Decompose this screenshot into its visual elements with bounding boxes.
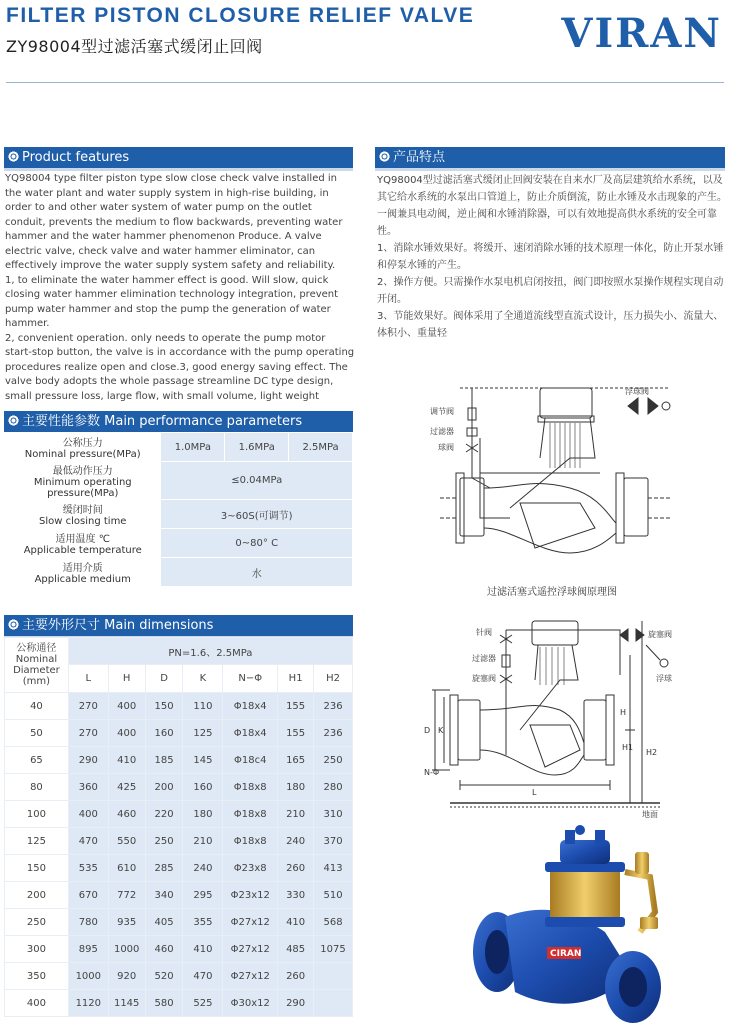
column-header: D (145, 665, 183, 693)
dimension-cell: 670 (68, 882, 108, 909)
dimension-cell: 355 (183, 909, 223, 936)
dimension-cell: Φ27x12 (223, 963, 278, 990)
dimension-cell: 220 (145, 801, 183, 828)
dimension-cell: Φ23x12 (223, 882, 278, 909)
dimension-cell: 510 (314, 882, 353, 909)
dimension-cell: 310 (314, 801, 353, 828)
dimension-cell: Φ18x8 (223, 828, 278, 855)
dimension-cell: 580 (145, 990, 183, 1017)
bullet-icon (379, 151, 390, 162)
dimensions-heading: 主要外形尺寸 Main dimensions (4, 615, 353, 636)
dimension-cell: 236 (314, 693, 353, 720)
size-cell: 50 (5, 720, 69, 747)
table-row (5, 720, 353, 747)
param-value: 0~80° C (161, 529, 353, 558)
valve-schematic-diagram (420, 378, 690, 578)
dimension-cell: 425 (108, 774, 145, 801)
dimension-cell: 180 (278, 774, 314, 801)
dimension-cell: Φ30x12 (223, 990, 278, 1017)
dimension-cell: 210 (278, 801, 314, 828)
dimension-cell: 240 (183, 855, 223, 882)
dimension-cell: 155 (278, 693, 314, 720)
table-row (5, 963, 353, 990)
dimension-cell: 330 (278, 882, 314, 909)
label-float: 浮球 (656, 674, 672, 683)
dimension-cell: 240 (278, 828, 314, 855)
dimension-cell: 340 (145, 882, 183, 909)
param-label: 缓闭时间 Slow closing time (5, 500, 161, 529)
dimension-cell: Φ23x8 (223, 855, 278, 882)
dimension-cell: 270 (68, 693, 108, 720)
features-en-heading: Product features (4, 147, 353, 168)
param-label: 适用介质 Applicable medium (5, 558, 161, 587)
table-row (5, 558, 353, 587)
dimension-cell: 236 (314, 720, 353, 747)
size-header: 公称通径 Nominal Diameter (mm) (5, 638, 69, 693)
label-float-valve: 浮球阀 (625, 387, 649, 396)
table-row (5, 774, 353, 801)
table-row (5, 500, 353, 529)
dimension-cell: 290 (68, 747, 108, 774)
param-label: 最低动作压力 Minimum operating pressure(MPa) (5, 462, 161, 500)
dimension-cell: Φ18x4 (223, 693, 278, 720)
dimension-cell: 410 (183, 936, 223, 963)
dimension-cell: 270 (68, 720, 108, 747)
column-header: L (68, 665, 108, 693)
dim-label-k: K (438, 726, 444, 735)
dimension-cell: Φ18c4 (223, 747, 278, 774)
header-divider (6, 82, 724, 83)
table-row (5, 936, 353, 963)
column-header: H (108, 665, 145, 693)
dimension-cell: 520 (145, 963, 183, 990)
performance-table (4, 432, 353, 587)
dim-label-n: N-Φ (424, 768, 440, 777)
dimensions-table (4, 637, 353, 1017)
table-row (5, 529, 353, 558)
dimension-cell: 470 (183, 963, 223, 990)
diagram1-caption: 过滤活塞式遥控浮球阀原理图 (487, 587, 617, 598)
dimension-cell: 160 (183, 774, 223, 801)
dimension-cell: 413 (314, 855, 353, 882)
size-cell: 80 (5, 774, 69, 801)
dimension-cell: 405 (145, 909, 183, 936)
dimension-cell: 165 (278, 747, 314, 774)
size-cell: 200 (5, 882, 69, 909)
features-en-text: YQ98004 type filter piston type slow close check valve installed in the water plant and water supply system in high-rise building, in order to and other water system of water pump on the outlet conduit, prevents the medium to flow backwards, preventing water hammer and the water hammer phenomenon Produce. A valve electric valve, check valve and water hammer eliminator, can effectively improve the water supply system safety and reliability. 1, to eliminate the water hammer effect is good. Will slow, quick closing water hammer elimination technology integration, prevent pump water hammer and stop the pump the generation of water hammer. 2, convenient operation. only needs to operate the pump motor start-stop button, the valve is in accordance with the pump operating procedures realize open and close.3, good energy saving effect. The valve body adopts the whole passage streamline DC type design, small pressure loss, large flow, with small volume, light weight (5, 173, 355, 402)
param-label: 公称压力 Nominal pressure(MPa) (5, 433, 161, 462)
dimension-cell (314, 963, 353, 990)
table-row (5, 801, 353, 828)
dimension-cell: 935 (108, 909, 145, 936)
dimension-cell: 1000 (108, 936, 145, 963)
label-needle-valve: 针阀 (476, 628, 492, 637)
column-header: H2 (314, 665, 353, 693)
dimension-cell (314, 990, 353, 1017)
dimension-cell: 550 (108, 828, 145, 855)
dimension-cell: 772 (108, 882, 145, 909)
bullet-icon (8, 619, 19, 630)
dimension-cell: 250 (145, 828, 183, 855)
size-cell: 125 (5, 828, 69, 855)
dimension-cell: 410 (108, 747, 145, 774)
dimension-cell: 210 (183, 828, 223, 855)
table-row (5, 882, 353, 909)
dimension-cell: 535 (68, 855, 108, 882)
label-plug-valve-left: 旋塞阀 (472, 674, 496, 683)
table-row (5, 462, 353, 500)
dimension-cell: 485 (278, 936, 314, 963)
param-value: 水 (161, 558, 353, 587)
dimension-cell: 200 (145, 774, 183, 801)
dim-label-h1: H1 (622, 743, 634, 752)
dimension-cell: 568 (314, 909, 353, 936)
brand-logo: VIRAN (561, 10, 722, 57)
dimension-cell: Φ27x12 (223, 909, 278, 936)
dimension-cell: 895 (68, 936, 108, 963)
size-cell: 40 (5, 693, 69, 720)
dimension-cell: Φ27x12 (223, 936, 278, 963)
dimension-cell: 1120 (68, 990, 108, 1017)
features-cn-text: YQ98004型过滤活塞式缓闭止回阀安装在自来水厂及高层建筑给水系统，以及其它给水系统的水泵出口管道上，防止介质倒流，防止水锤及水击现象的产生。一阀兼具电动阀，逆止阀和水锤消除器，可以有效地提高供水系统的安全可靠性。 1、消除水锤效果好。将缓开、速闭消除水锤的技术原理一体化，防止开泵水锤和停泵水锤的产生。 2、操作方便。只需操作水泵电机启闭按扭，阀门即按照水泵操作规程实现自动开闭。 3、节能效果好。阀体采用了全通道流线型直流式设计，压力损失小、流量大、体积小、重量轻 (377, 175, 727, 339)
size-cell: 100 (5, 801, 69, 828)
label-plug-valve-right: 旋塞阀 (648, 630, 672, 639)
dimension-cell: Φ18x8 (223, 774, 278, 801)
table-row (5, 990, 353, 1017)
dimension-cell: 110 (183, 693, 223, 720)
dimension-cell: 285 (145, 855, 183, 882)
param-value: 1.0MPa (161, 433, 225, 462)
column-header: K (183, 665, 223, 693)
bullet-icon (8, 415, 19, 426)
dimension-cell: 125 (183, 720, 223, 747)
dimension-cell: Φ18x4 (223, 720, 278, 747)
dimension-cell: 1000 (68, 963, 108, 990)
param-value: 2.5MPa (289, 433, 353, 462)
dimension-cell: 150 (145, 693, 183, 720)
dimension-cell: 780 (68, 909, 108, 936)
title-cn: ZY98004型过滤活塞式缓闭止回阀 (6, 37, 263, 56)
dimension-cell: 260 (278, 855, 314, 882)
dimension-cell: 525 (183, 990, 223, 1017)
dimension-cell: 410 (278, 909, 314, 936)
label-ball-valve: 球阀 (438, 443, 454, 452)
size-cell: 250 (5, 909, 69, 936)
dimension-cell: 920 (108, 963, 145, 990)
dimension-cell: 470 (68, 828, 108, 855)
dimension-cell: 1145 (108, 990, 145, 1017)
dimension-cell: 400 (108, 720, 145, 747)
param-label: 适用温度 ℃ Applicable temperature (5, 529, 161, 558)
dimension-cell: 180 (183, 801, 223, 828)
label-filter-2: 过滤器 (472, 654, 496, 663)
param-value: 1.6MPa (225, 433, 289, 462)
label-filter: 过滤器 (430, 427, 454, 436)
column-header: H1 (278, 665, 314, 693)
title-en: FILTER PISTON CLOSURE RELIEF VALVE (6, 4, 475, 27)
dimension-cell: Φ18x8 (223, 801, 278, 828)
bullet-icon (8, 151, 19, 162)
dimension-cell: 145 (183, 747, 223, 774)
dim-label-l: L (532, 788, 537, 797)
table-row (5, 909, 353, 936)
param-value: ≤0.04MPa (161, 462, 353, 500)
dimension-cell: 160 (145, 720, 183, 747)
dimension-cell: 290 (278, 990, 314, 1017)
dimension-cell: 295 (183, 882, 223, 909)
dimension-cell: 185 (145, 747, 183, 774)
dimension-cell: 460 (145, 936, 183, 963)
dimension-cell: 460 (108, 801, 145, 828)
size-cell: 150 (5, 855, 69, 882)
table-row (5, 433, 353, 462)
dim-label-h2: H2 (646, 748, 658, 757)
pn-header: PN=1.6、2.5MPa (68, 638, 352, 665)
label-adjust-valve: 调节阀 (430, 407, 454, 416)
dimension-cell: 400 (68, 801, 108, 828)
dim-label-h: H (620, 708, 627, 717)
performance-heading: 主要性能参数 Main performance parameters (4, 411, 353, 432)
dimension-cell: 260 (278, 963, 314, 990)
dimension-cell: 360 (68, 774, 108, 801)
dim-label-d: D (424, 726, 431, 735)
features-cn-heading: 产品特点 (375, 147, 725, 168)
dimension-cell: 250 (314, 747, 353, 774)
table-row (5, 747, 353, 774)
dimension-cell: 1075 (314, 936, 353, 963)
dimension-cell: 400 (108, 693, 145, 720)
dimension-cell: 370 (314, 828, 353, 855)
dimension-cell: 610 (108, 855, 145, 882)
table-row (5, 693, 353, 720)
valve-product-photo (455, 822, 670, 1027)
table-row (5, 855, 353, 882)
size-cell: 300 (5, 936, 69, 963)
valve-dimension-diagram (420, 615, 690, 825)
dimension-cell: 280 (314, 774, 353, 801)
table-header-row (5, 638, 353, 665)
column-header: N−Φ (223, 665, 278, 693)
param-value: 3~60S(可调节) (161, 500, 353, 529)
size-cell: 65 (5, 747, 69, 774)
size-cell: 350 (5, 963, 69, 990)
size-cell: 400 (5, 990, 69, 1017)
dimension-cell: 155 (278, 720, 314, 747)
table-row (5, 828, 353, 855)
nameplate-text: CIRAN (550, 949, 582, 959)
label-ground: 地面 (642, 810, 658, 819)
